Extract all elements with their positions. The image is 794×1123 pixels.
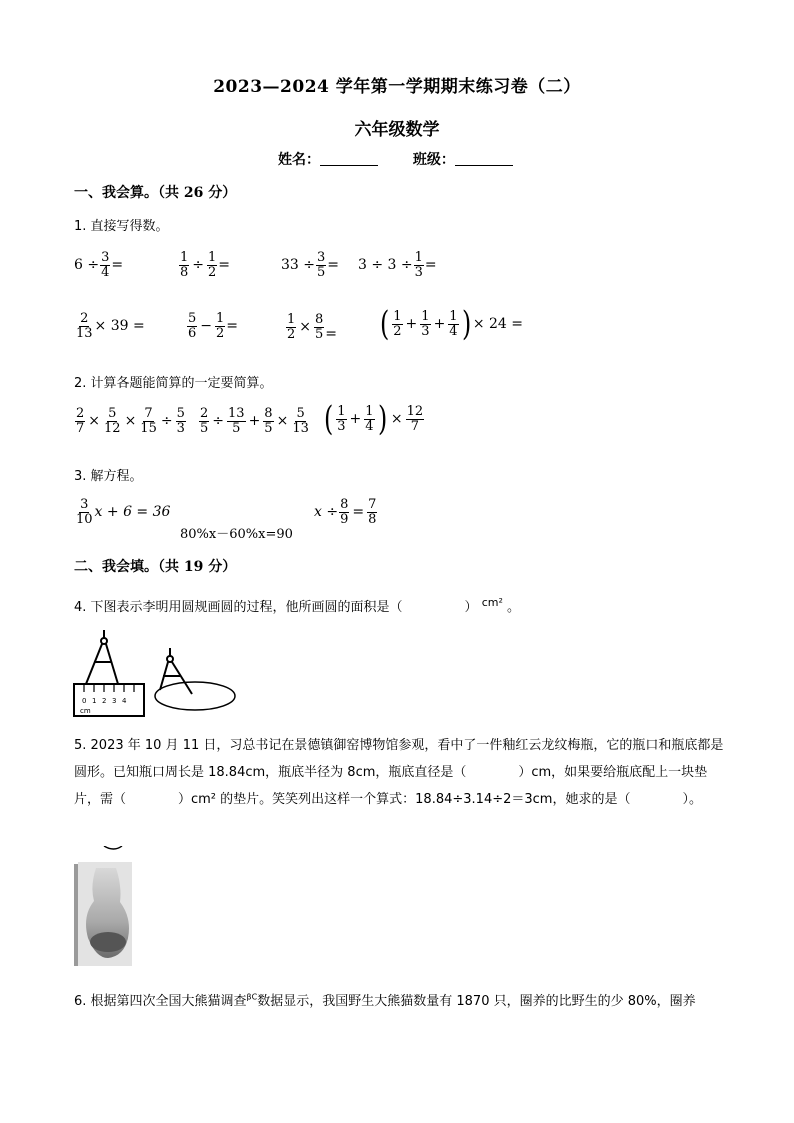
compass-drawing-figure: [70, 628, 240, 720]
q1-expr-6: $\frac{5}{6}$ − $\frac{1}{2}$ =: [188, 311, 239, 341]
q2-expr-3: ( $\frac{1}{3}$ + $\frac{1}{4}$ ) × $\frac{12}{7}$: [323, 399, 424, 439]
page-title: 2023—2024 学年第一学期期末练习卷（二）: [213, 77, 581, 97]
q1-expr-1: 6 ÷ $\frac{3}{4}$ =: [74, 250, 124, 280]
q2-expr-1: $\frac{2}{7}$ × $\frac{5}{12}$ × $\frac{7}{15}$ ÷ $\frac{5}{3}$: [76, 406, 185, 436]
svg-text:0: 0: [82, 697, 87, 705]
svg-text:cm: cm: [80, 707, 91, 715]
section-heading-2: 二、我会填。（共 19 分）: [74, 559, 237, 575]
q3-equation-3: x ÷ $\frac{8}{9}$ = $\frac{7}{8}$: [314, 497, 377, 527]
svg-text:1: 1: [92, 697, 97, 705]
question-6: 6. 根据第四次全国大熊猫调查$^{\beta C}$数据显示，我国野生大熊猫数量有 1870 只，圈养的比野生的少 80%，圈养: [74, 992, 696, 1009]
question-3-label: 3. 解方程。: [74, 469, 143, 484]
name-blank[interactable]: [320, 165, 378, 166]
class-blank[interactable]: [455, 165, 513, 166]
class-label: 班级：: [412, 152, 455, 168]
question-1-label: 1. 直接写得数。: [74, 219, 169, 234]
vase-photo: [74, 846, 136, 968]
svg-text:2: 2: [102, 697, 107, 705]
q1-expr-7: $\frac{1}{2}$ × $\frac{8}{5}$ =: [287, 311, 338, 342]
q1-expr-4: 3 ÷ 3 ÷ $\frac{1}{3}$ =: [358, 250, 437, 280]
name-label: 姓名：: [278, 152, 320, 168]
svg-text:4: 4: [122, 697, 127, 705]
q1-expr-5: $\frac{2}{13}$ × 39 =: [76, 311, 145, 341]
q1-expr-8: ( $\frac{1}{2}$ + $\frac{1}{3}$ + $\frac{1}{4}$ ) × 24 =: [379, 304, 524, 344]
compass-icon: [86, 630, 118, 684]
section-heading-1: 一、我会算。（共 26 分）: [74, 185, 237, 201]
q3-equation-2: 80%x－60%x=90: [180, 527, 293, 542]
q2-expr-2: $\frac{2}{5}$ ÷ $\frac{13}{5}$ + $\frac{8}{5}$ × $\frac{5}{13}$: [200, 406, 309, 436]
q1-expr-3: 33 ÷ $\frac{3}{5}$ =: [281, 250, 340, 280]
svg-text:3: 3: [112, 697, 117, 705]
question-5: 5. 2023 年 10 月 11 日，习总书记在景德镇御窑博物馆参观，看中了一件釉红云龙纹梅瓶，它的瓶口和瓶底都是圆形。已知瓶口周长是 18.84cm，瓶底半径为 8cm，瓶底直径是（ ）cm，如果要给瓶底配上一块垫片，需（ ）cm² 的垫片。笑笑列出这样一个算式：18.84÷3.14÷2＝3cm，她求的是（ ）。: [74, 738, 724, 807]
q1-expr-2: $\frac{1}{8}$ ÷ $\frac{1}{2}$ =: [180, 250, 231, 280]
name-class-bar: [278, 149, 543, 169]
page-subtitle: 六年级数学: [354, 120, 440, 140]
q3-equation-1: $\frac{3}{10}$ x + 6 = 36: [76, 497, 171, 527]
question-4: 4. 下图表示李明用圆规画圆的过程，他所画圆的面积是（ ） $^{cm^2}$ 。: [74, 596, 521, 615]
question-2-label: 2. 计算各题能简算的一定要简算。: [74, 376, 273, 391]
